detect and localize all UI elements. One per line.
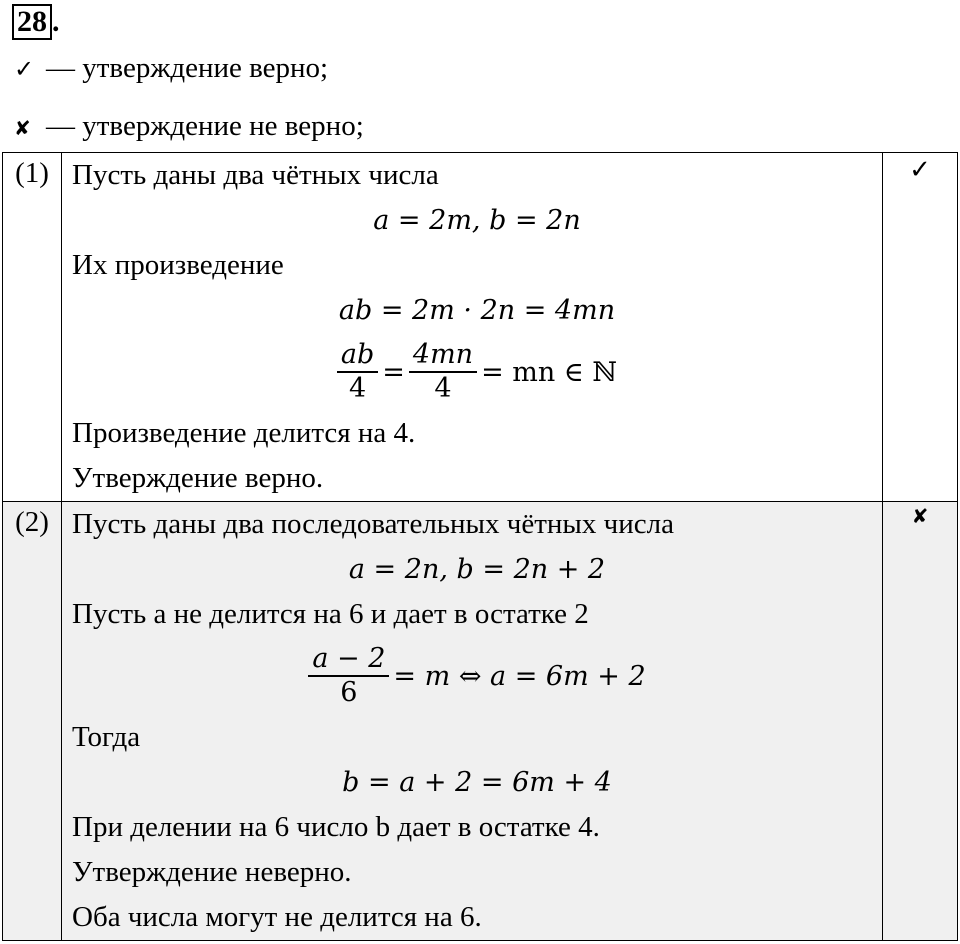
problem-number-dot: . [52, 5, 60, 38]
numerator: ab [340, 339, 375, 370]
text-line: Утверждение неверно. [72, 856, 352, 888]
fraction-formula [72, 637, 882, 715]
checkmark-icon: ✓ [883, 153, 958, 502]
formula-tail: = m ⇔ a = 6m + 2 [393, 660, 646, 692]
fraction [339, 339, 376, 405]
numerator: 4mn [412, 339, 474, 370]
problem-number-box: 28 [12, 4, 52, 40]
row-index: (1) [3, 153, 62, 502]
denominator: 6 [308, 675, 389, 709]
row-content [62, 153, 883, 502]
row-content [62, 502, 883, 941]
solution-table [2, 152, 958, 941]
formula: ab = 2m · 2n = 4mn [338, 295, 616, 326]
text-line: Тогда [72, 721, 141, 753]
row-index: (2) [3, 502, 62, 941]
fraction [411, 339, 475, 405]
text-line: Пусть a не делится на 6 и дает в остатке 2 [72, 598, 589, 630]
denominator: 4 [337, 371, 378, 405]
fraction-formula [72, 333, 882, 411]
text-line: Пусть даны два последовательных чётных числа [72, 508, 674, 540]
legend-false-text: — утверждение не верно; [46, 110, 364, 142]
text-line: Их произведение [72, 249, 284, 281]
equals-sign: = [382, 356, 405, 388]
legend-false [14, 110, 364, 143]
formula: a = 2m, b = 2n [373, 205, 581, 236]
table-row [3, 502, 958, 941]
cross-icon: ✘ [14, 116, 31, 140]
text-line: При делении на 6 число b дает в остатке 4. [72, 811, 600, 843]
fraction [310, 643, 387, 709]
numerator: a − 2 [312, 643, 386, 674]
table-row [3, 153, 958, 502]
text-line: Утверждение верно. [72, 462, 324, 494]
formula-tail: = mn ∈ ℕ [481, 356, 618, 388]
text-line: Оба числа могут не делится на 6. [72, 901, 482, 933]
text-line: Пусть даны два чётных числа [72, 159, 439, 191]
denominator: 4 [409, 371, 477, 405]
cross-icon: ✘ [883, 502, 958, 941]
formula: b = a + 2 = 6m + 4 [342, 767, 612, 798]
problem-number [12, 4, 60, 40]
text-line: Произведение делится на 4. [72, 417, 416, 449]
formula: a = 2n, b = 2n + 2 [348, 554, 606, 585]
legend-true-text: — утверждение верно; [46, 52, 329, 84]
checkmark-icon: ✓ [14, 55, 35, 83]
legend-true [14, 52, 328, 85]
